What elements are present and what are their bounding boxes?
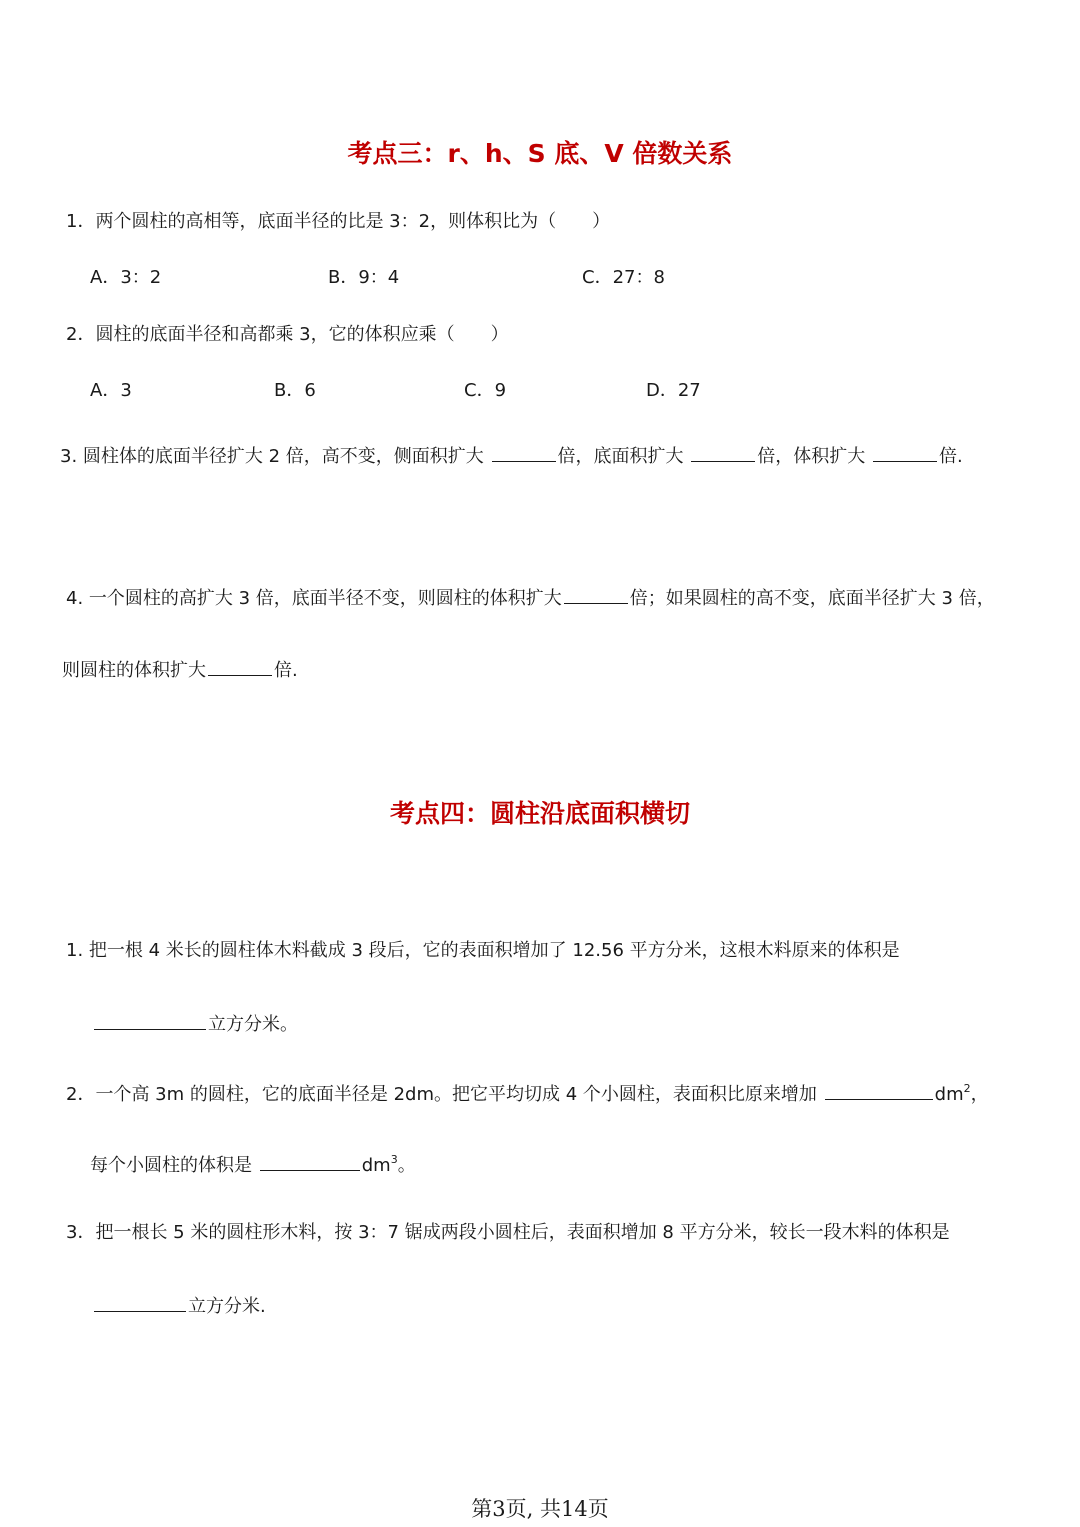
s3-q1-option-b: B．9：4 bbox=[328, 267, 400, 288]
s4-q1-blank[interactable] bbox=[94, 1011, 206, 1030]
s4-q2-unit2: dm bbox=[361, 1155, 391, 1176]
s3-q3-part4: 倍. bbox=[939, 446, 963, 467]
s4-q3-blank[interactable] bbox=[94, 1293, 186, 1312]
s4-q2-line2 bbox=[90, 1152, 416, 1178]
s3-q4-line2 bbox=[62, 657, 298, 683]
s4-q3-unit: 立方分米. bbox=[188, 1296, 266, 1317]
s4-q2-text1: 2．一个高 3m 的圆柱，它的底面半径是 2dm。把它平均切成 4 个小圆柱，表面积比原来增加 bbox=[66, 1084, 817, 1105]
s4-q1-unit: 立方分米。 bbox=[208, 1014, 298, 1035]
s3-q3-blank-1[interactable] bbox=[492, 443, 556, 462]
s3-q4-blank-1[interactable] bbox=[564, 585, 628, 604]
s4-q1-line1: 1. 把一根 4 米长的圆柱体木料截成 3 段后，它的表面积增加了 12.56 平方分米，这根木料原来的体积是 bbox=[66, 940, 900, 961]
s4-q2-unit1: dm bbox=[934, 1084, 964, 1105]
s4-q3-line2 bbox=[92, 1293, 266, 1319]
s3-q2-option-d: D．27 bbox=[646, 380, 701, 401]
s4-q2-text2: 每个小圆柱的体积是 bbox=[90, 1155, 252, 1176]
section-3-title: 考点三：r、h、S 底、V 倍数关系 bbox=[347, 139, 733, 168]
s3-q3-part1: 3. 圆柱体的底面半径扩大 2 倍，高不变，侧面积扩大 bbox=[60, 446, 484, 467]
s4-q2-blank-2[interactable] bbox=[260, 1152, 360, 1171]
s3-q1-option-a: A．3：2 bbox=[90, 267, 162, 288]
s3-q2-option-c: C．9 bbox=[464, 380, 507, 401]
s3-q3-part3: 倍，体积扩大 bbox=[757, 446, 866, 467]
s3-q4-line2a: 则圆柱的体积扩大 bbox=[62, 660, 206, 681]
s3-q1-text: 1．两个圆柱的高相等，底面半径的比是 3：2，则体积比为（ ） bbox=[66, 211, 611, 232]
section-4-title: 考点四：圆柱沿底面积横切 bbox=[389, 799, 690, 828]
s4-q2-exp1: 2 bbox=[963, 1082, 971, 1095]
s3-q2-option-b: B．6 bbox=[274, 380, 316, 401]
s3-q4-line2b: 倍. bbox=[274, 660, 298, 681]
s3-q1-option-c: C．27：8 bbox=[582, 267, 665, 288]
s4-q2-blank-1[interactable] bbox=[825, 1081, 933, 1100]
s3-q2-option-a: A．3 bbox=[90, 380, 132, 401]
s3-q4-part2: 倍；如果圆柱的高不变，底面半径扩大 3 倍， bbox=[629, 588, 995, 609]
s3-q3-part2: 倍，底面积扩大 bbox=[557, 446, 684, 467]
s3-q2-text: 2．圆柱的底面半径和高都乘 3，它的体积应乘（ ） bbox=[66, 324, 509, 345]
s3-q3-blank-2[interactable] bbox=[691, 443, 755, 462]
s4-q2-tail2: 。 bbox=[397, 1155, 416, 1176]
s3-q3-blank-3[interactable] bbox=[873, 443, 937, 462]
s4-q2-tail1: ， bbox=[970, 1084, 989, 1105]
s4-q2-line1 bbox=[66, 1081, 989, 1107]
s3-q4-part1: 4. 一个圆柱的高扩大 3 倍，底面半径不变，则圆柱的体积扩大 bbox=[66, 588, 562, 609]
s3-q4-line1 bbox=[66, 585, 995, 611]
page-number: 第3页, 共14页 bbox=[471, 1497, 609, 1521]
s4-q2-exp2: 3 bbox=[390, 1153, 398, 1166]
s3-q3 bbox=[60, 443, 963, 469]
s4-q3-line1: 3．把一根长 5 米的圆柱形木料，按 3：7 锯成两段小圆柱后，表面积增加 8 平方分米，较长一段木料的体积是 bbox=[66, 1222, 950, 1243]
s4-q1-line2 bbox=[92, 1011, 298, 1037]
s3-q4-blank-2[interactable] bbox=[208, 657, 272, 676]
